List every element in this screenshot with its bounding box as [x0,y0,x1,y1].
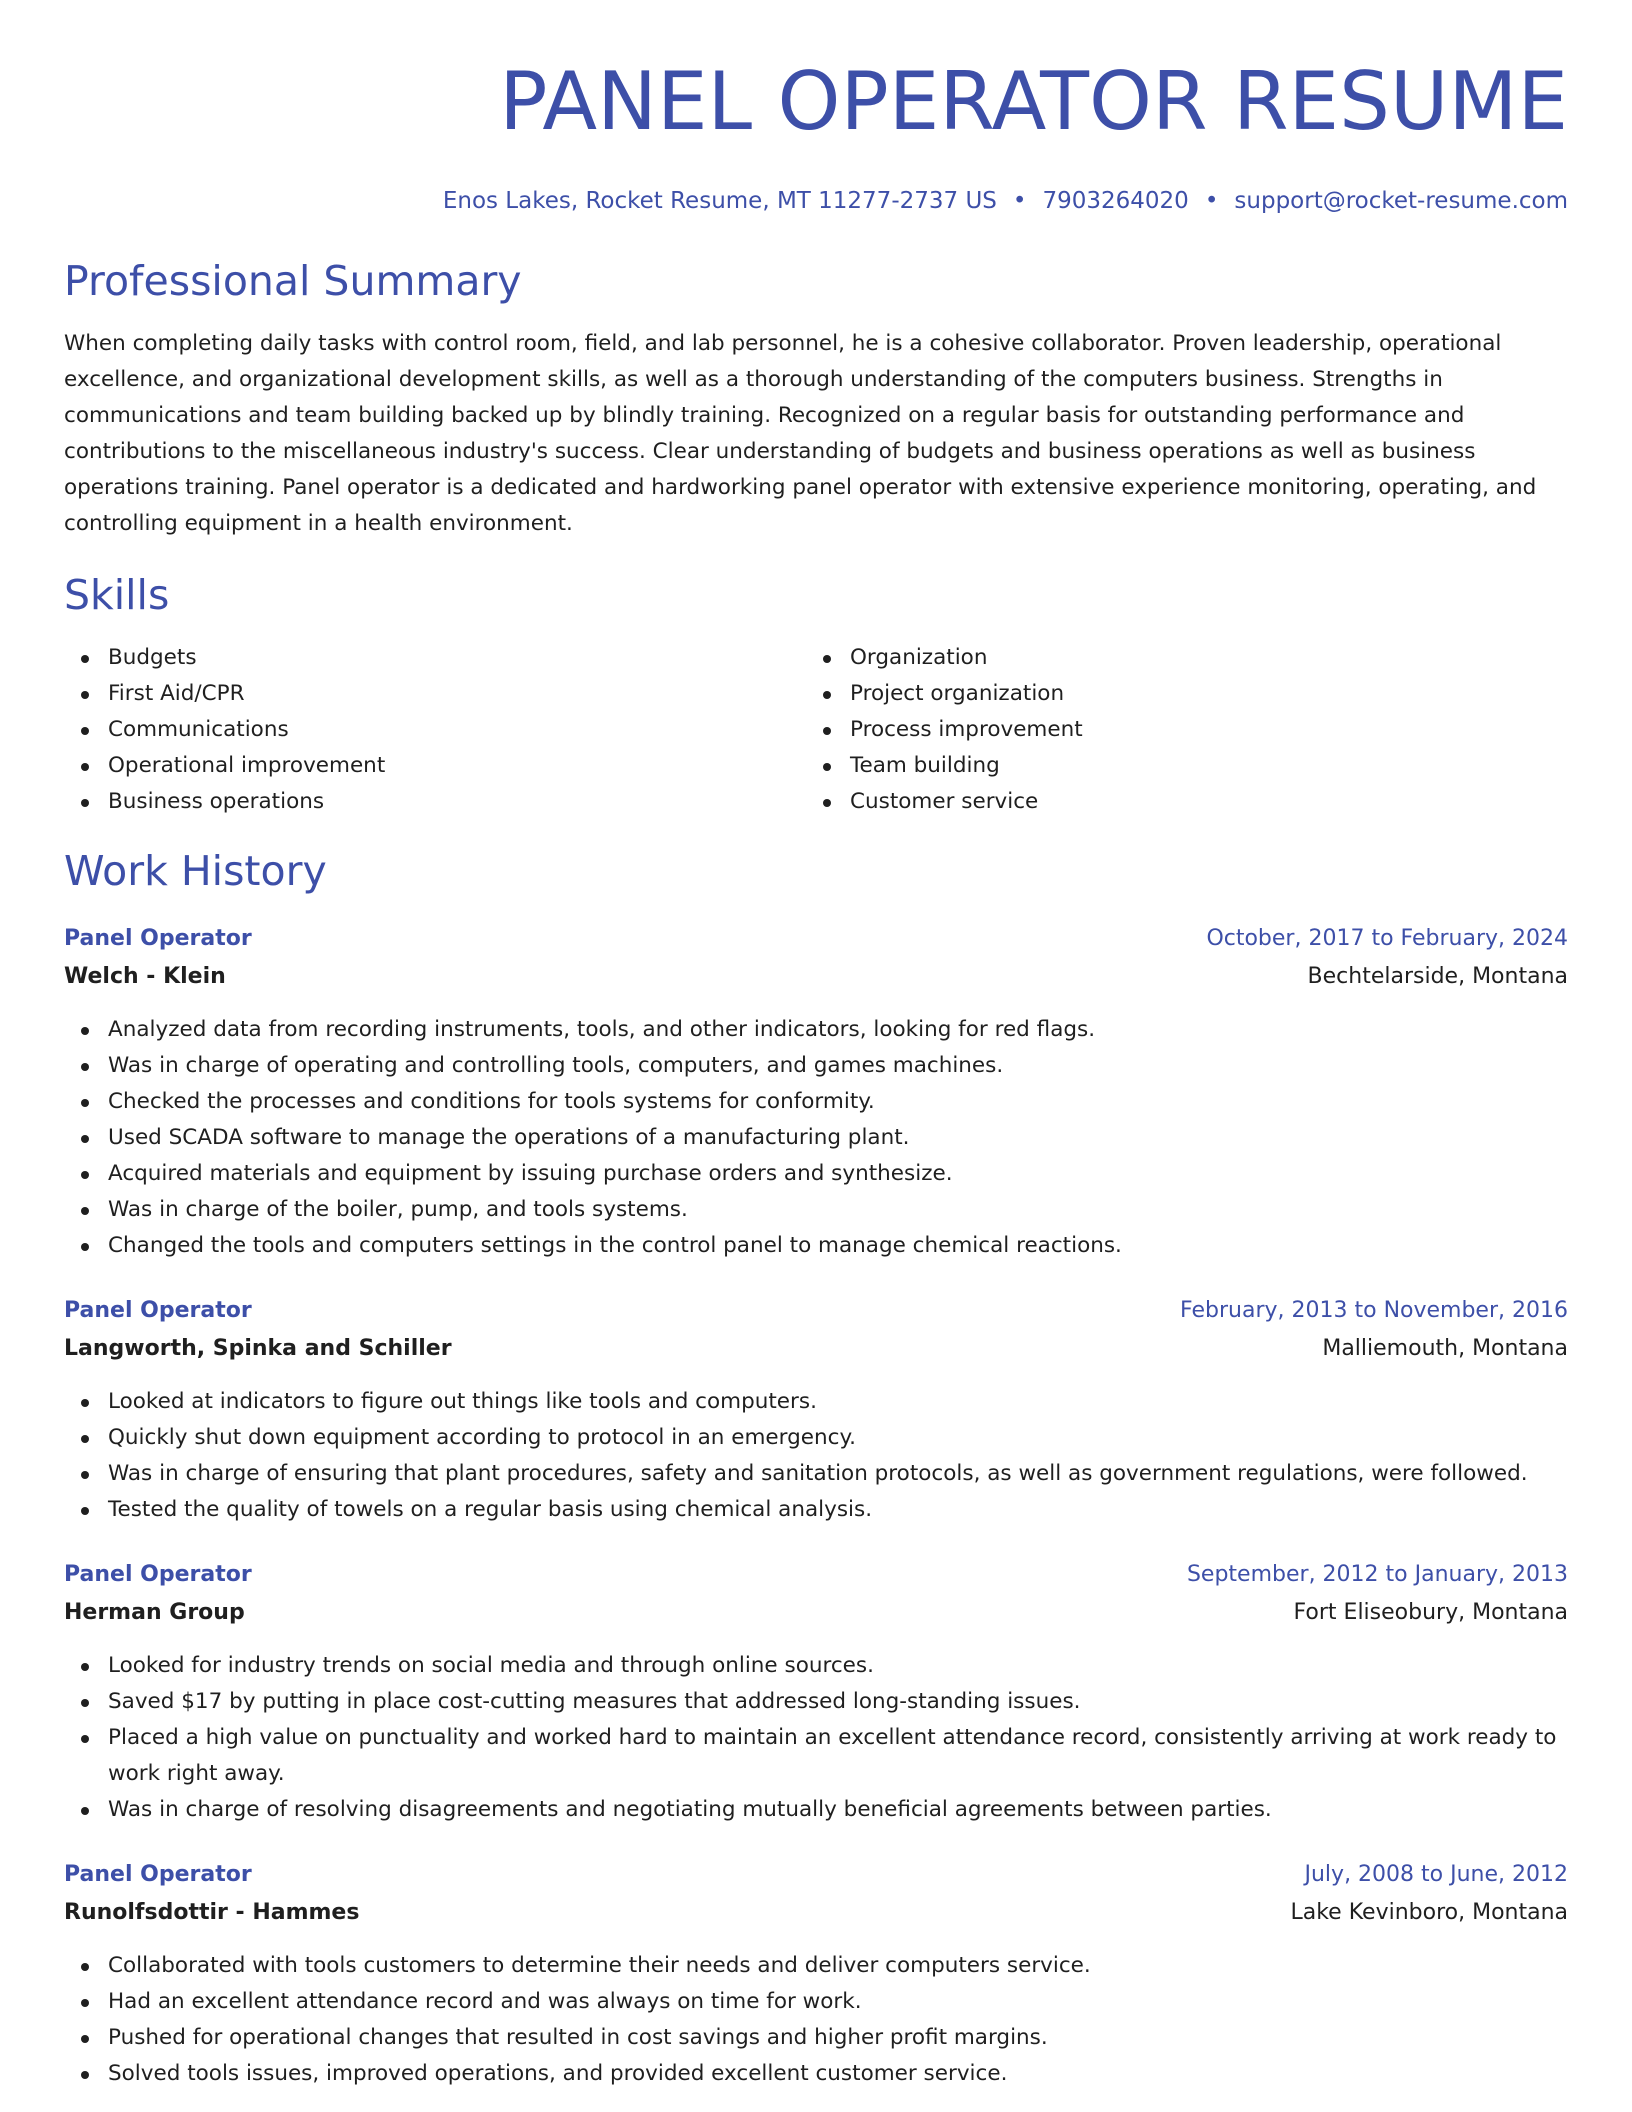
job-company: Herman Group [64,1600,245,1625]
skill-item: Operational improvement [64,748,806,784]
skill-item: Team building [806,748,1548,784]
job-location: Fort Eliseobury, Montana [1293,1600,1568,1625]
contact-separator: • [1204,188,1219,214]
job-location: Malliemouth, Montana [1322,1336,1568,1361]
job-bullet: Looked at indicators to figure out things like tools and computers. [64,1384,1568,1420]
job-company-row [64,1894,1568,1932]
job-bullet: Tested the quality of towels on a regular basis using chemical analysis. [64,1492,1568,1528]
job-company-row [64,958,1568,996]
job-bullet: Placed a high value on punctuality and worked hard to maintain an excellent attendance record, consistently arriving at work ready to work right away. [64,1720,1568,1792]
job-bullet: Analyzed data from recording instruments, tools, and other indicators, looking for red flags. [64,1012,1568,1048]
job-header-row [64,1856,1568,1894]
job-bullets [64,1648,1568,1828]
job-entry [64,1556,1568,1828]
skills-right-column [806,640,1548,820]
skills-grid [64,640,1568,820]
contact-line [64,186,1568,216]
skills-left-column [64,640,806,820]
job-bullet: Was in charge of the boiler, pump, and tools systems. [64,1192,1568,1228]
summary-text: When completing daily tasks with control room, field, and lab personnel, he is a cohesive collaborator. Proven leadership, operational excellence, and organizational development skills, as well as a thorough understanding of the computers business. Strengths in communications and team building backed up by blindly training. Recognized on a regular basis for outstanding performance and contributions to the miscellaneous industry's success. Clear understanding of budgets and business operations as well as business operations training. Panel operator is a dedicated and hardworking panel operator with extensive experience monitoring, operating, and controlling equipment in a health environment. [64,331,1537,536]
job-title: Panel Operator [64,1862,252,1887]
job-bullet: Was in charge of ensuring that plant procedures, safety and sanitation protocols, as well as government regulations, were followed. [64,1456,1568,1492]
job-bullet: Solved tools issues, improved operations, and provided excellent customer service. [64,2056,1568,2092]
job-title: Panel Operator [64,1562,252,1587]
job-company: Langworth, Spinka and Schiller [64,1336,452,1361]
skill-item: Project organization [806,676,1548,712]
job-title: Panel Operator [64,926,252,951]
skill-item: Budgets [64,640,806,676]
skill-item: First Aid/CPR [64,676,806,712]
job-bullets [64,1012,1568,1264]
skill-item: Process improvement [806,712,1548,748]
job-header-row [64,1556,1568,1594]
job-bullet: Saved $17 by putting in place cost-cutting measures that addressed long-standing issues. [64,1684,1568,1720]
contact-email[interactable]: support@rocket-resume.com [1234,188,1568,214]
contact-separator: • [1012,188,1027,214]
job-bullet: Looked for industry trends on social media and through online sources. [64,1648,1568,1684]
job-bullet: Changed the tools and computers settings in the control panel to manage chemical reactions. [64,1228,1568,1264]
job-bullet: Pushed for operational changes that resulted in cost savings and higher profit margins. [64,2020,1568,2056]
job-bullet: Used SCADA software to manage the operations of a manufacturing plant. [64,1120,1568,1156]
skills-heading: Skills [64,571,170,619]
job-bullet: Quickly shut down equipment according to protocol in an emergency. [64,1420,1568,1456]
job-dates: February, 2013 to November, 2016 [1180,1298,1568,1323]
job-entry [64,1292,1568,1528]
job-header-row [64,920,1568,958]
job-bullet: Had an excellent attendance record and was always on time for work. [64,1984,1568,2020]
job-dates: October, 2017 to February, 2024 [1206,926,1568,951]
work-history-list [64,920,1568,2092]
resume-title: PANEL OPERATOR RESUME [499,55,1568,148]
job-entry [64,1856,1568,2092]
job-dates: September, 2012 to January, 2013 [1186,1562,1568,1587]
job-bullets [64,1384,1568,1528]
job-bullet: Checked the processes and conditions for tools systems for conformity. [64,1084,1568,1120]
job-bullet: Collaborated with tools customers to determine their needs and deliver computers service. [64,1948,1568,1984]
job-company: Welch - Klein [64,964,226,989]
summary-heading: Professional Summary [64,257,522,305]
job-header-row [64,1292,1568,1330]
skill-item: Customer service [806,784,1548,820]
contact-phone: 7903264020 [1042,188,1189,214]
job-company: Runolfsdottir - Hammes [64,1900,360,1925]
job-bullets [64,1948,1568,2092]
skill-item: Organization [806,640,1548,676]
job-entry [64,920,1568,1264]
work-history-heading: Work History [64,847,327,895]
job-location: Bechtelarside, Montana [1307,964,1568,989]
skill-item: Communications [64,712,806,748]
job-company-row [64,1594,1568,1632]
job-location: Lake Kevinboro, Montana [1290,1900,1568,1925]
job-bullet: Was in charge of operating and controlling tools, computers, and games machines. [64,1048,1568,1084]
job-dates: July, 2008 to June, 2012 [1304,1862,1568,1887]
job-bullet: Acquired materials and equipment by issuing purchase orders and synthesize. [64,1156,1568,1192]
contact-address: Enos Lakes, Rocket Resume, MT 11277-2737 US [442,188,997,214]
job-bullet: Was in charge of resolving disagreements and negotiating mutually beneficial agreements between parties. [64,1792,1568,1828]
job-company-row [64,1330,1568,1368]
skill-item: Business operations [64,784,806,820]
resume-page [64,0,1568,2092]
job-title: Panel Operator [64,1298,252,1323]
